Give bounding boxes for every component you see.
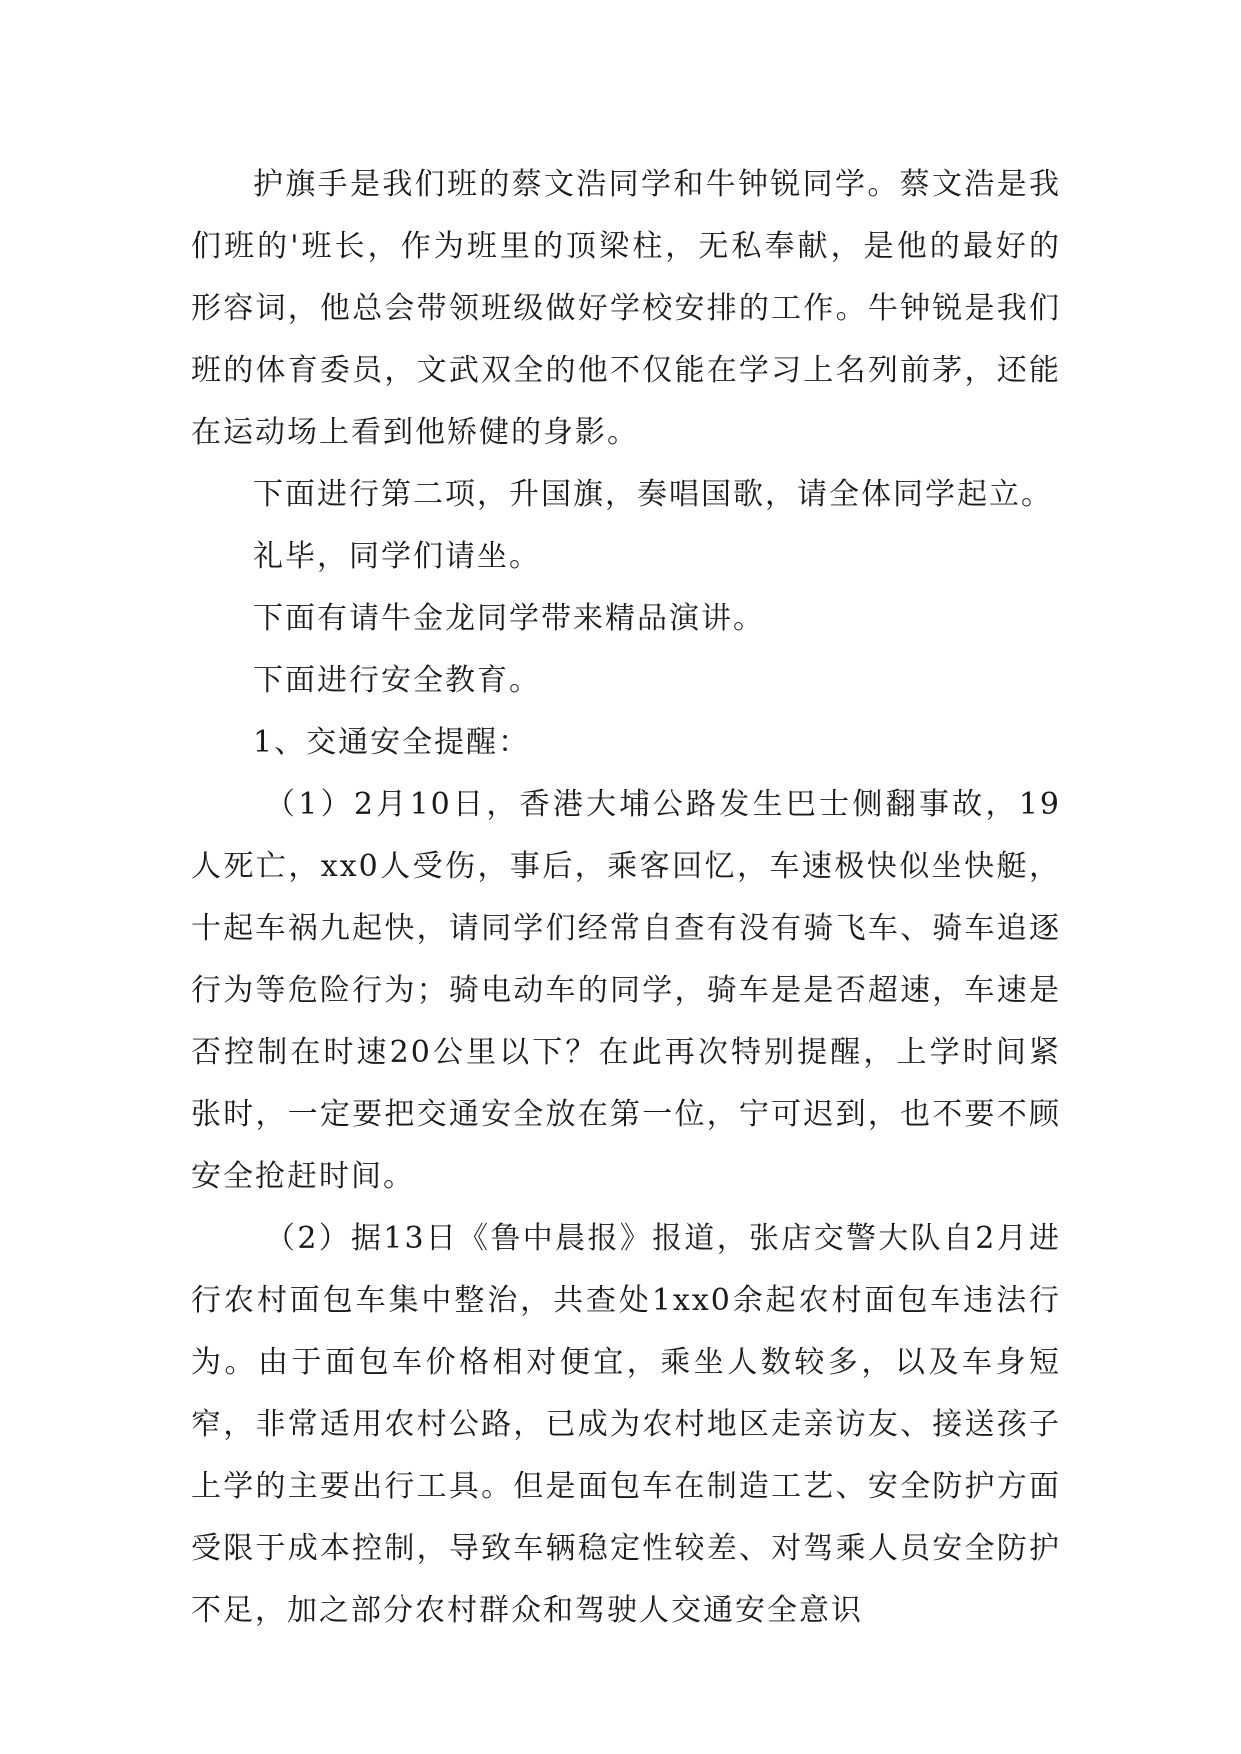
paragraph-be-seated: 礼毕，同学们请坐。 <box>253 539 541 574</box>
paragraph-safety-education: 下面进行安全教育。 <box>253 663 541 698</box>
document-body <box>191 154 1061 1642</box>
paragraph-flag-guards: 护旗手是我们班的蔡文浩同学和牛钟锐同学。蔡文浩是我们班的'班长，作为班里的顶梁柱，无私奉献，是他的最好的形容词，他总会带领班级做好学校安排的工作。牛钟锐是我们班的体育委员，文武双全的他不仅能在学习上名列前茅，还能在运动场上看到他矫健的身影。 <box>191 167 1061 450</box>
paragraph-item-1: （1）2月10日，香港大埔公路发生巴士侧翻事故，19人死亡，xx0人受伤，事后，乘客回忆，车速极快似坐快艇，十起车祸九起快，请同学们经常自查有没有骑飞车、骑车追逐行为等危险行为；骑电动车的同学，骑车是是否超速，车速是否控制在时速20公里以下？在此再次特别提醒，上学时间紧张时，一定要把交通安全放在第一位，宁可迟到，也不要不顾安全抢赶时间。 <box>191 787 1061 1194</box>
paragraph-speech: 下面有请牛金龙同学带来精品演讲。 <box>253 601 765 636</box>
paragraph-traffic-safety-heading: 1、交通安全提醒： <box>253 725 531 760</box>
paragraph-flag-raising: 下面进行第二项，升国旗，奏唱国歌，请全体同学起立。 <box>253 477 1053 512</box>
paragraph-item-2: （2）据13日《鲁中晨报》报道，张店交警大队自2月进行农村面包车集中整治，共查处1xx0余起农村面包车违法行为。由于面包车价格相对便宜，乘坐人数较多，以及车身短窄，非常适用农村公路，已成为农村地区走亲访友、接送孩子上学的主要出行工具。但是面包车在制造工艺、安全防护方面受限于成本控制，导致车辆稳定性较差、对驾乘人员安全防护不足，加之部分农村群众和驾驶人交通安全意识 <box>191 1221 1061 1628</box>
